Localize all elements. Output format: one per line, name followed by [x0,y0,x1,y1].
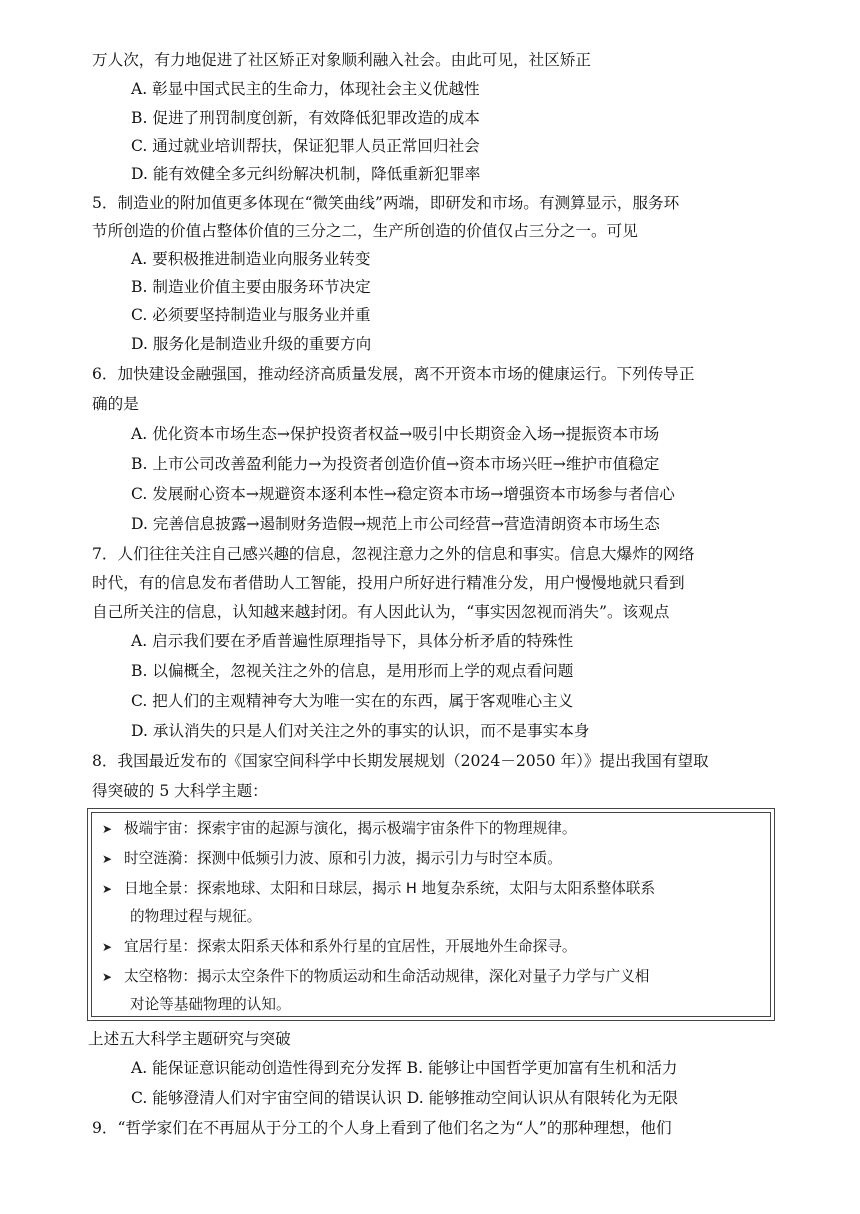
option-c: C. 必须要坚持制造业与服务业并重 [131,306,371,324]
box-item: ➤ 太空格物：揭示太空条件下的物质运动和生命活动规律，深化对量子力学与广义相 [102,962,764,991]
question-7: 7．人们往往关注自己感兴趣的信息，忽视注意力之外的信息和事实。信息大爆炸的网络 [92,545,695,563]
arrow-bullet-icon: ➤ [102,940,113,954]
option-a: A. 彰显中国式民主的生命力，体现社会主义优越性 [131,80,480,98]
text-line: 确的是 [92,395,139,413]
option-c: C. 把人们的主观精神夸大为唯一实在的东西，属于客观唯心主义 [131,692,574,710]
text-line: 时代，有的信息发布者借助人工智能，投用户所好进行精准分发，用户慢慢地就只看到 [92,574,685,592]
option-a: A. 优化资本市场生态→保护投资者权益→吸引中长期资金入场→提振资本市场 [131,425,660,443]
box-item: ➤ 日地全景：探索地球、太阳和日球层，揭示 H 地复杂系统，太阳与太阳系整体联系 [102,874,764,903]
option-c: C. 通过就业培训帮扶，保证犯罪人员正常回归社会 [131,137,480,155]
option-b: B. 制造业价值主要由服务环节决定 [131,278,371,296]
text-line: 上述五大科学主题研究与突破 [88,1030,291,1048]
science-themes-box [87,808,775,1021]
option-b: B. 上市公司改善盈利能力→为投资者创造价值→资本市场兴旺→维护市值稳定 [131,455,660,473]
arrow-bullet-icon: ➤ [102,970,113,984]
arrow-bullet-icon: ➤ [102,852,113,866]
box-item-continuation: 的物理过程与规征。 [130,908,262,925]
option-c: C. 发展耐心资本→规避资本逐利本性→稳定资本市场→增强资本市场参与者信心 [131,485,675,503]
option-d: D. 能有效健全多元纠纷解决机制，降低重新犯罪率 [131,165,481,183]
question-9: 9．“哲学家们在不再屈从于分工的个人身上看到了他们名之为“人”的那种理想，他们 [92,1119,672,1137]
option-c-d: C. 能够澄清人们对宇宙空间的错误认识 D. 能够推动空间认识从有限转化为无限 [131,1089,679,1107]
option-d: D. 服务化是制造业升级的重要方向 [131,335,372,353]
option-a: A. 要积极推进制造业向服务业转变 [131,250,371,268]
text-line: 节所创造的价值占整体价值的三分之二，生产所创造的价值仅占三分之一。可见 [92,222,638,240]
question-6: 6．加快建设金融强国，推动经济高质量发展，离不开资本市场的健康运行。下列传导正 [92,365,695,383]
option-d: D. 承认消失的只是人们对关注之外的事实的认识，而不是事实本身 [131,722,590,740]
question-8: 8．我国最近发布的《国家空间科学中长期发展规划（2024－2050 年）》提出我国有望取 [92,752,709,770]
box-item: ➤ 宜居行星：探索太阳系天体和系外行星的宜居性，开展地外生命探寻。 [102,932,764,961]
option-d: D. 完善信息披露→遏制财务造假→规范上市公司经营→营造清朗资本市场生态 [131,515,660,533]
box-item: ➤ 时空涟漪：探测中低频引力波、原和引力波，揭示引力与时空本质。 [102,844,764,873]
box-item: ➤ 极端宇宙：探索宇宙的起源与演化，揭示极端宇宙条件下的物理规律。 [102,814,764,843]
text-line: 自己所关注的信息，认知越来越封闭。有人因此认为，“事实因忽视而消失”。该观点 [92,603,670,621]
question-5: 5．制造业的附加值更多体现在“微笑曲线”两端，即研发和市场。有测算显示，服务环 [92,194,680,212]
option-b: B. 促进了刑罚制度创新，有效降低犯罪改造的成本 [131,109,480,127]
box-item-continuation: 对论等基础物理的认知。 [130,996,291,1013]
text-line: 得突破的 5 大科学主题： [92,782,268,800]
arrow-bullet-icon: ➤ [102,882,113,896]
arrow-bullet-icon: ➤ [102,822,113,836]
option-a-b: A. 能保证意识能动创造性得到充分发挥 B. 能够让中国哲学更加富有生机和活力 [131,1059,678,1077]
text-line: 万人次，有力地促进了社区矫正对象顺利融入社会。由此可见，社区矫正 [92,51,592,69]
option-b: B. 以偏概全，忽视关注之外的信息，是用形而上学的观点看问题 [131,662,574,680]
option-a: A. 启示我们要在矛盾普遍性原理指导下，具体分析矛盾的特殊性 [131,632,574,650]
